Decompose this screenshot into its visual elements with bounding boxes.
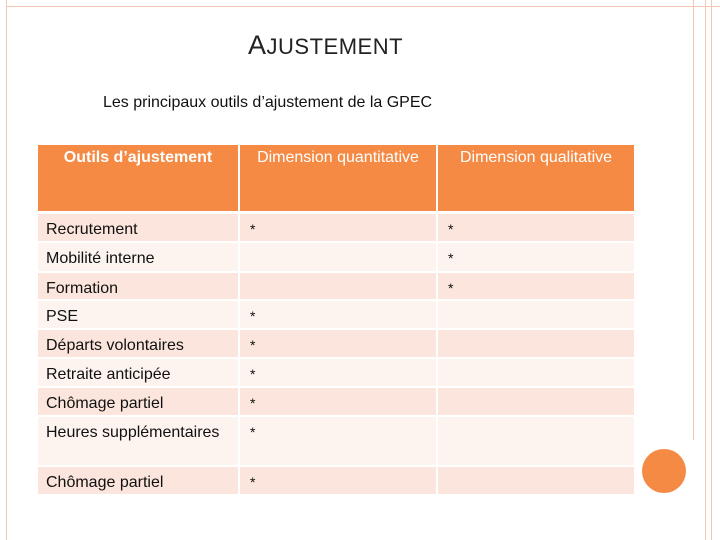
quantitative-mark: * (239, 300, 437, 329)
tool-name: Chômage partiel (38, 387, 239, 416)
qualitative-mark (437, 329, 634, 358)
table-row (38, 358, 634, 387)
frame-line-right-2 (705, 0, 706, 540)
quantitative-mark: * (239, 212, 437, 242)
header-tools: Outils d’ajustement (38, 145, 239, 212)
slide-title (248, 30, 403, 61)
tool-name: Mobilité interne (38, 242, 239, 272)
frame-line-right-3 (711, 0, 712, 540)
table-row (38, 387, 634, 416)
slide-title-initial: A (248, 30, 267, 60)
qualitative-mark (437, 358, 634, 387)
adjustment-tools-table (38, 145, 634, 496)
table-row (38, 416, 634, 466)
quantitative-mark (239, 272, 437, 300)
tool-name: Heures supplémentaires (38, 416, 239, 466)
quantitative-mark (239, 242, 437, 272)
qualitative-mark (437, 416, 634, 466)
tool-name: Départs volontaires (38, 329, 239, 358)
qualitative-mark: * (437, 212, 634, 242)
qualitative-mark: * (437, 272, 634, 300)
qualitative-mark (437, 466, 634, 495)
slide-subtitle: Les principaux outils d’ajustement de la GPEC (103, 94, 433, 111)
frame-line-top (6, 6, 720, 7)
table-row (38, 466, 634, 495)
tool-name: Retraite anticipée (38, 358, 239, 387)
tool-name: Formation (38, 272, 239, 300)
frame-line-left (6, 0, 7, 540)
header-quantitative: Dimension quantitative (239, 145, 437, 212)
tool-name: Recrutement (38, 212, 239, 242)
table-header-row (38, 145, 634, 212)
qualitative-mark (437, 300, 634, 329)
qualitative-mark (437, 387, 634, 416)
decorative-orange-circle (642, 449, 686, 493)
slide-title-rest: JUSTEMENT (266, 34, 404, 59)
header-qualitative: Dimension qualitative (437, 145, 634, 212)
quantitative-mark: * (239, 329, 437, 358)
table-row (38, 242, 634, 272)
quantitative-mark: * (239, 358, 437, 387)
tool-name: PSE (38, 300, 239, 329)
tool-name: Chômage partiel (38, 466, 239, 495)
table-row (38, 212, 634, 242)
qualitative-mark: * (437, 242, 634, 272)
quantitative-mark: * (239, 416, 437, 466)
frame-line-right-1 (693, 0, 694, 440)
quantitative-mark: * (239, 387, 437, 416)
quantitative-mark: * (239, 466, 437, 495)
table-row (38, 272, 634, 300)
table-row (38, 329, 634, 358)
table-row (38, 300, 634, 329)
